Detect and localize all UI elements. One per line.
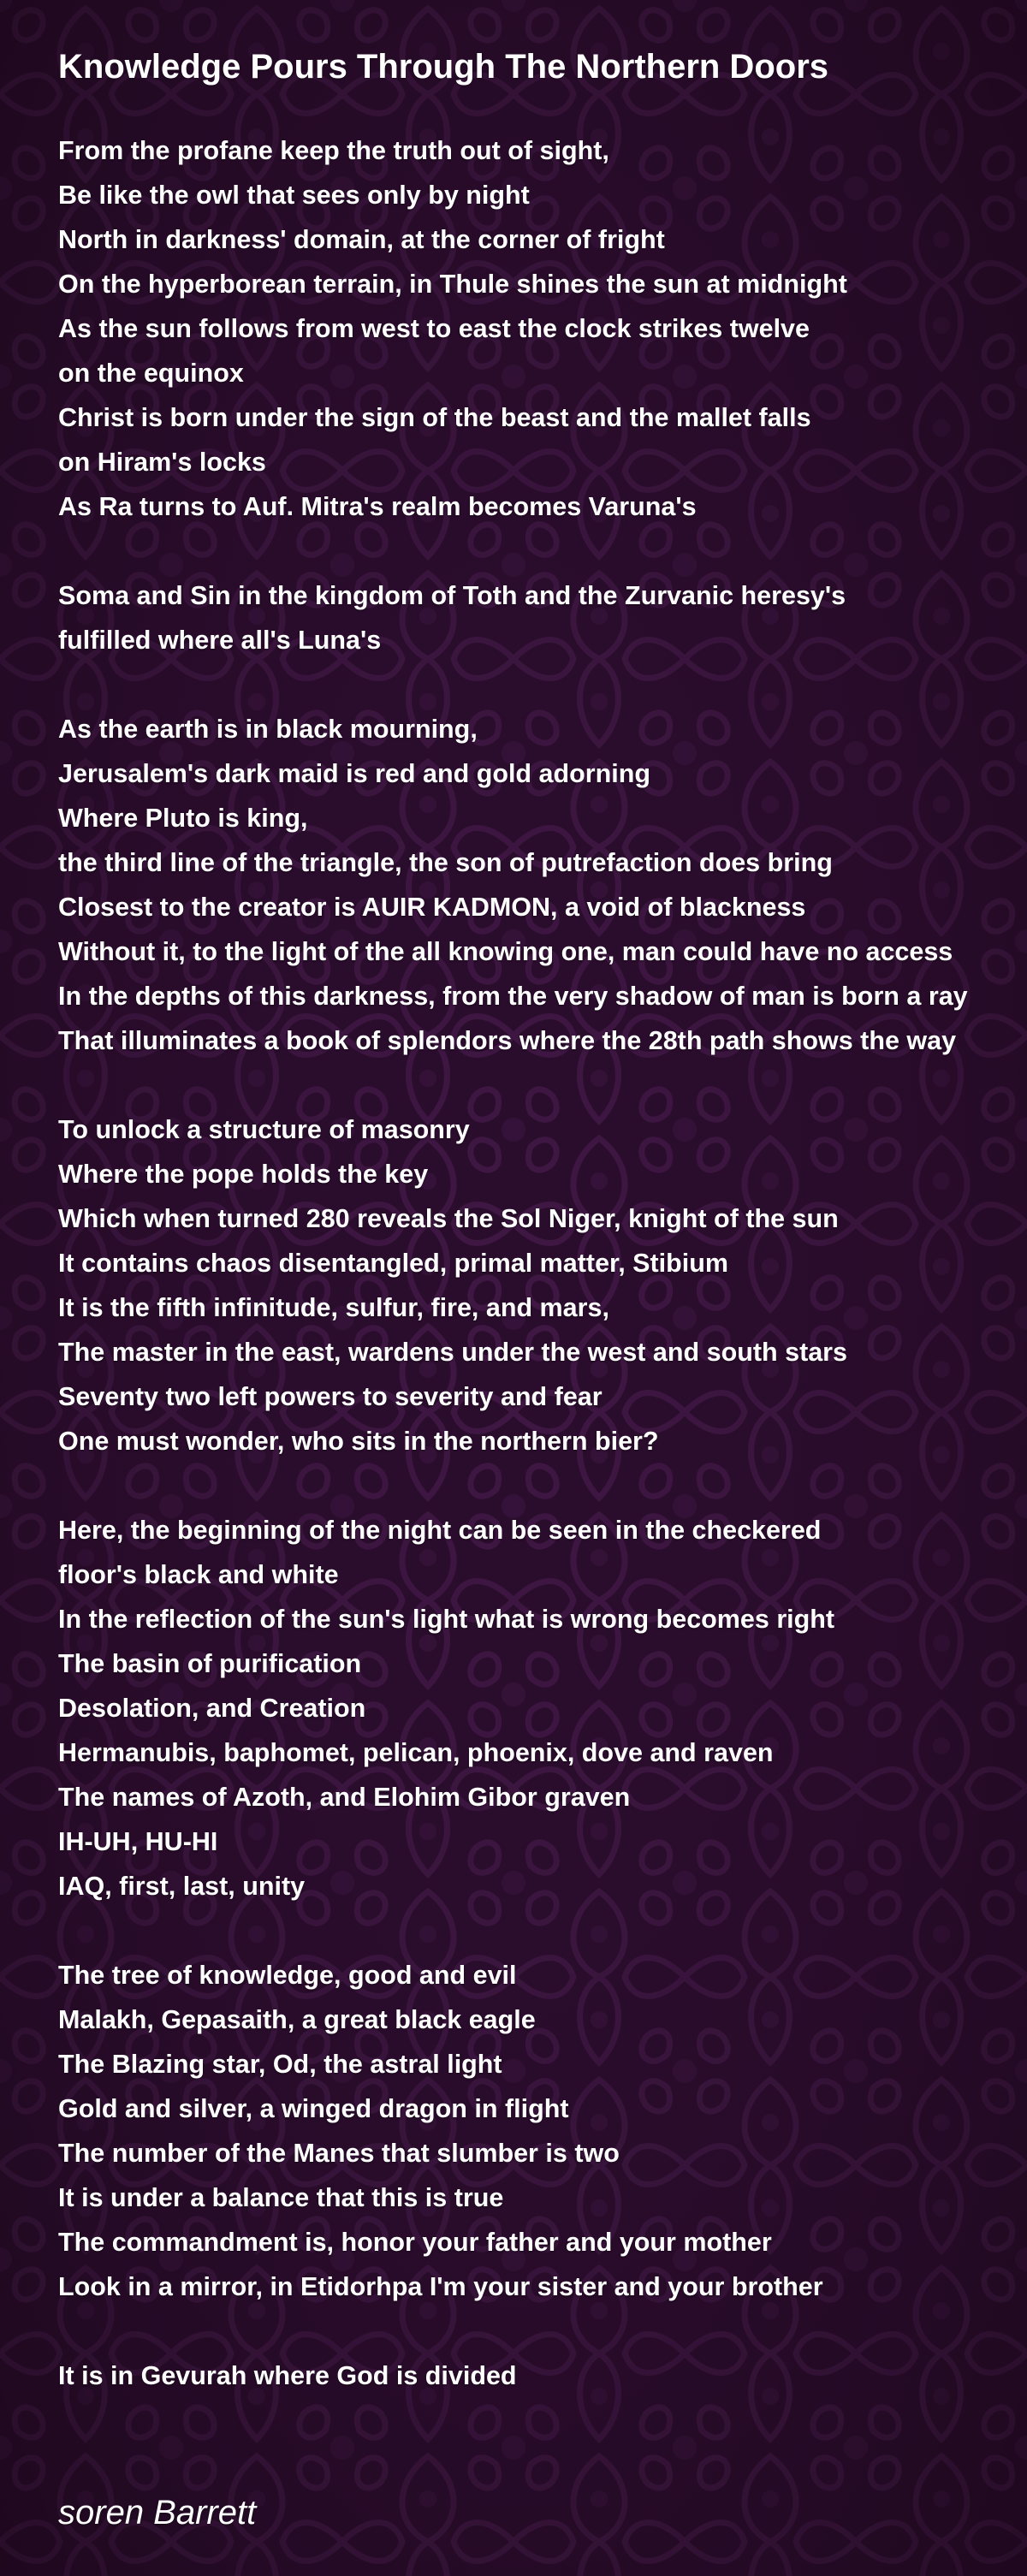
poem-line: North in darkness' domain, at the corner of fright bbox=[58, 225, 665, 254]
poem-line: That illuminates a book of splendors where the 28th path shows the way bbox=[58, 1026, 957, 1055]
poem-line: IH-UH, HU-HI bbox=[58, 1827, 218, 1856]
poem-line: The Blazing star, Od, the astral light bbox=[58, 2050, 502, 2079]
poem-line: It is the fifth infinitude, sulfur, fire, and mars, bbox=[58, 1293, 609, 1322]
stanza-break bbox=[58, 2309, 1021, 2353]
poem-line: Closest to the creator is AUIR KADMON, a void of blackness bbox=[58, 893, 806, 922]
stanza-break bbox=[58, 1463, 1021, 1508]
poem-line: Desolation, and Creation bbox=[58, 1694, 366, 1723]
poem-line: The master in the east, wardens under the west and south stars bbox=[58, 1338, 848, 1367]
stanza-break bbox=[58, 1063, 1021, 1107]
poem-line: Hermanubis, baphomet, pelican, phoenix, dove and raven bbox=[58, 1738, 774, 1767]
poem-line: From the profane keep the truth out of sight, bbox=[58, 136, 609, 165]
poem-line: Soma and Sin in the kingdom of Toth and the Zurvanic heresy's bbox=[58, 581, 846, 610]
poem-line: Where Pluto is king, bbox=[58, 804, 308, 833]
poem-line: Look in a mirror, in Etidorhpa I'm your sister and your brother bbox=[58, 2272, 823, 2301]
poem-line: As the earth is in black mourning, bbox=[58, 715, 478, 744]
poem-line: The number of the Manes that slumber is two bbox=[58, 2139, 620, 2168]
poem-line: Where the pope holds the key bbox=[58, 1160, 429, 1189]
poem-line: Be like the owl that sees only by night bbox=[58, 181, 530, 210]
poem-line: Seventy two left powers to severity and fear bbox=[58, 1382, 603, 1411]
poem-line: Christ is born under the sign of the beast and the mallet falls bbox=[58, 403, 811, 432]
poem-body bbox=[58, 128, 1021, 2398]
poem-line: Which when turned 280 reveals the Sol Niger, knight of the sun bbox=[58, 1204, 839, 1233]
poem-line: Malakh, Gepasaith, a great black eagle bbox=[58, 2005, 536, 2034]
poem-line: on the equinox bbox=[58, 359, 244, 388]
stanza-break bbox=[58, 529, 1021, 573]
poem-line: As the sun follows from west to east the clock strikes twelve bbox=[58, 314, 810, 343]
poem-line: In the reflection of the sun's light what is wrong becomes right bbox=[58, 1605, 835, 1634]
poem-line: In the depths of this darkness, from the very shadow of man is born a ray bbox=[58, 982, 968, 1011]
stanza-break bbox=[58, 1908, 1021, 1953]
poem-line: As Ra turns to Auf. Mitra's realm becomes Varuna's bbox=[58, 492, 697, 521]
poem-line: Gold and silver, a winged dragon in flight bbox=[58, 2094, 569, 2123]
poem-line: The names of Azoth, and Elohim Gibor graven bbox=[58, 1783, 631, 1812]
poem-author: soren Barrett bbox=[58, 2494, 257, 2531]
poem-line: Here, the beginning of the night can be seen in the checkered bbox=[58, 1516, 822, 1545]
poem-line: floor's black and white bbox=[58, 1560, 339, 1589]
poem-line: One must wonder, who sits in the northern bier? bbox=[58, 1427, 659, 1456]
stanza-break bbox=[58, 662, 1021, 707]
poem-line: The tree of knowledge, good and evil bbox=[58, 1961, 517, 1990]
poem-line: To unlock a structure of masonry bbox=[58, 1115, 470, 1144]
poem-line: IAQ, first, last, unity bbox=[58, 1872, 306, 1901]
poem-line: It contains chaos disentangled, primal matter, Stibium bbox=[58, 1249, 728, 1278]
poem-line: It is in Gevurah where God is divided bbox=[58, 2361, 517, 2390]
poem-line: It is under a balance that this is true bbox=[58, 2183, 504, 2212]
poem-line: The basin of purification bbox=[58, 1649, 362, 1678]
poem-line: Jerusalem's dark maid is red and gold adorning bbox=[58, 759, 650, 788]
poem-line: the third line of the triangle, the son of putrefaction does bring bbox=[58, 848, 833, 877]
poem-line: The commandment is, honor your father and your mother bbox=[58, 2228, 772, 2257]
poem-line: On the hyperborean terrain, in Thule shines the sun at midnight bbox=[58, 270, 847, 299]
poem-line: on Hiram's locks bbox=[58, 448, 266, 477]
poem-title: Knowledge Pours Through The Northern Doors bbox=[58, 48, 828, 86]
poem-line: fulfilled where all's Luna's bbox=[58, 626, 382, 655]
poem-line: Without it, to the light of the all knowing one, man could have no access bbox=[58, 937, 953, 966]
